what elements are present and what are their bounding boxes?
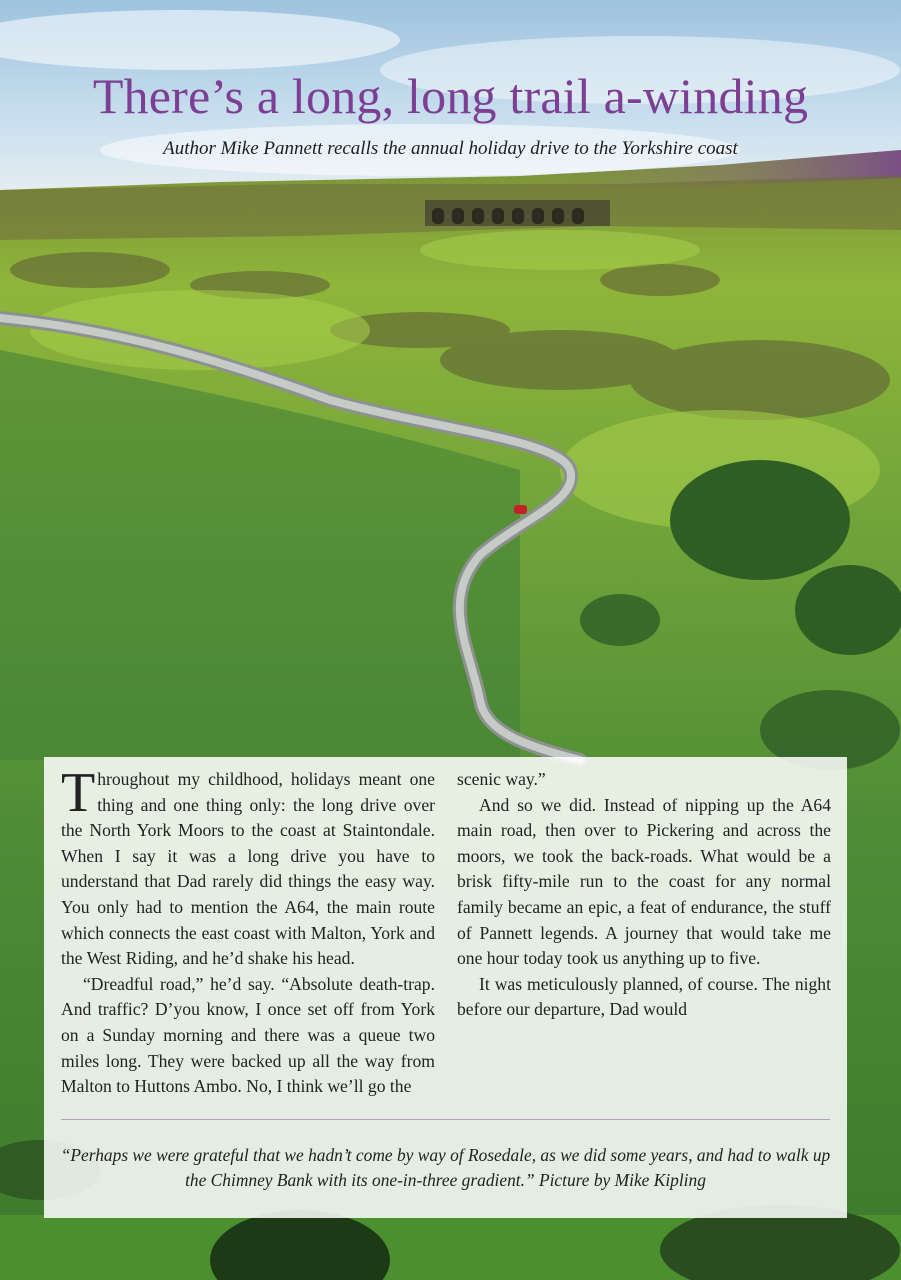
drop-cap: T (61, 762, 96, 824)
article-subtitle: Author Mike Pannett recalls the annual holiday drive to the Yorkshire coast (163, 138, 738, 159)
article-text-panel (44, 757, 847, 1218)
caption-divider (61, 1119, 830, 1120)
column-1 (61, 762, 435, 1107)
photo-caption: “Perhaps we were grateful that we hadn’t come by way of Rosedale, as we did some years, and had to walk up the Chimney Bank with its one-in-three gradient.” Picture by Mike Kipling (60, 1145, 831, 1190)
paragraph-3: And so we did. Instead of nipping up the A64 main road, then over to Pickering and across the moors, we took the back-roads. What would be a brisk fifty-mile run to the coast for any normal family became an epic, a feat of endurance, the stuff of Pannett legends. A journey that would take me one hour today took us anything up to five. (457, 794, 831, 969)
paragraph-2-continued: scenic way.” (457, 769, 546, 789)
paragraph-1 (61, 762, 435, 972)
paragraph-1-text: hroughout my childhood, holidays meant one thing and one thing only: the long drive over the North York Moors to the coast at Staintondale. When I say it was a long drive you have to understand that Dad rarely did things the easy way. You only had to mention the A64, the main route which connects the east coast with Malton, York and the West Riding, and he’d shake his head. (61, 769, 435, 969)
column-2 (457, 767, 831, 1107)
paragraph-4: It was meticulously planned, of course. The night before our departure, Dad would (457, 973, 831, 1020)
article-columns (61, 762, 831, 1107)
paragraph-2: “Dreadful road,” he’d say. “Absolute death-trap. And traffic? D’you know, I once set off from York on a Sunday morning and there was a queue two miles long. They were backed up all the way from Malton to Huttons Ambo. No, I think we’ll go the (61, 973, 435, 1097)
article-title: There’s a long, long trail a-winding (92, 68, 809, 124)
